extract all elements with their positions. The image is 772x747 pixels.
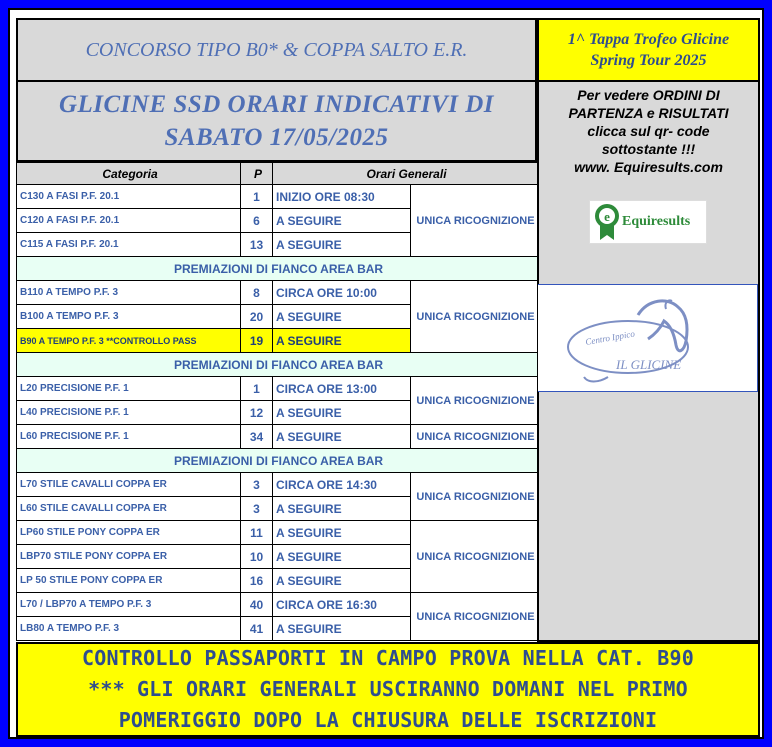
row-categoria: LP60 STILE PONY COPPA ER bbox=[17, 521, 241, 545]
row-orario: CIRCA ORE 14:30 bbox=[273, 473, 411, 497]
info-line: clicca sul qr- code bbox=[587, 123, 710, 139]
premiazioni-label: PREMIAZIONI DI FIANCO AREA BAR bbox=[17, 449, 538, 473]
row-orario: A SEGUIRE bbox=[273, 497, 411, 521]
premiazioni-label: PREMIAZIONI DI FIANCO AREA BAR bbox=[17, 257, 538, 281]
row-partenti: 34 bbox=[241, 425, 273, 449]
schedule-sheet bbox=[8, 8, 764, 739]
row-partenti: 40 bbox=[241, 593, 273, 617]
col-header-categoria: Categoria bbox=[17, 163, 241, 185]
row-orario: A SEGUIRE bbox=[273, 329, 411, 353]
row-orario: CIRCA ORE 13:00 bbox=[273, 377, 411, 401]
svg-text:e: e bbox=[604, 209, 610, 224]
info-line: sottostante !!! bbox=[601, 141, 696, 157]
footer-line1: CONTROLLO PASSAPORTI IN CAMPO PROVA NELLA CAT. B90 bbox=[81, 646, 695, 670]
premiazioni-label: PREMIAZIONI DI FIANCO AREA BAR bbox=[17, 353, 538, 377]
footer-line2: *** GLI ORARI GENERALI USCIRANNO DOMANI NEL PRIMO bbox=[88, 677, 688, 701]
row-orario: A SEGUIRE bbox=[273, 617, 411, 641]
logo-big-text: IL GLICINE bbox=[616, 357, 682, 372]
row-orario: A SEGUIRE bbox=[273, 425, 411, 449]
col-header-p: P bbox=[241, 163, 273, 185]
table-row bbox=[17, 593, 538, 617]
row-categoria: L40 PRECISIONE P.F. 1 bbox=[17, 401, 241, 425]
info-line: Per vedere ORDINI DI bbox=[577, 87, 720, 103]
schedule-heading-line1: GLICINE SSD ORARI INDICATIVI DI bbox=[58, 91, 495, 118]
table-row bbox=[17, 377, 538, 401]
row-partenti: 8 bbox=[241, 281, 273, 305]
row-categoria: L20 PRECISIONE P.F. 1 bbox=[17, 377, 241, 401]
row-orario: A SEGUIRE bbox=[273, 401, 411, 425]
row-partenti: 10 bbox=[241, 545, 273, 569]
row-categoria: L60 PRECISIONE P.F. 1 bbox=[17, 425, 241, 449]
table-row bbox=[17, 425, 538, 449]
premiazioni-row bbox=[17, 449, 538, 473]
equiresults-logo[interactable] bbox=[589, 200, 707, 244]
row-categoria: LP 50 STILE PONY COPPA ER bbox=[17, 569, 241, 593]
unica-ricognizione: UNICA RICOGNIZIONE bbox=[411, 425, 538, 449]
row-partenti: 19 bbox=[241, 329, 273, 353]
unica-ricognizione: UNICA RICOGNIZIONE bbox=[411, 473, 538, 521]
row-orario: A SEGUIRE bbox=[273, 305, 411, 329]
table-row bbox=[17, 185, 538, 209]
horse-head-icon bbox=[538, 285, 759, 393]
row-partenti: 3 bbox=[241, 473, 273, 497]
schedule-table bbox=[16, 162, 538, 641]
row-partenti: 6 bbox=[241, 209, 273, 233]
unica-ricognizione: UNICA RICOGNIZIONE bbox=[411, 593, 538, 641]
premiazioni-row bbox=[17, 353, 538, 377]
schedule-heading-line2: SABATO 17/05/2025 bbox=[164, 124, 389, 151]
row-categoria: L60 STILE CAVALLI COPPA ER bbox=[17, 497, 241, 521]
row-partenti: 11 bbox=[241, 521, 273, 545]
row-categoria: LBP70 STILE PONY COPPA ER bbox=[17, 545, 241, 569]
row-orario: A SEGUIRE bbox=[273, 545, 411, 569]
unica-ricognizione: UNICA RICOGNIZIONE bbox=[411, 185, 538, 257]
results-info-text bbox=[539, 86, 758, 176]
row-categoria: L70 STILE CAVALLI COPPA ER bbox=[17, 473, 241, 497]
table-row bbox=[17, 521, 538, 545]
row-categoria: C120 A FASI P.F. 20.1 bbox=[17, 209, 241, 233]
trophy-line2: Spring Tour 2025 bbox=[590, 52, 707, 69]
row-categoria: L70 / LBP70 A TEMPO P.F. 3 bbox=[17, 593, 241, 617]
row-categoria: LB80 A TEMPO P.F. 3 bbox=[17, 617, 241, 641]
schedule-heading bbox=[16, 82, 537, 162]
row-partenti: 16 bbox=[241, 569, 273, 593]
table-header-row bbox=[17, 163, 538, 185]
row-partenti: 12 bbox=[241, 401, 273, 425]
row-orario: A SEGUIRE bbox=[273, 521, 411, 545]
row-partenti: 1 bbox=[241, 377, 273, 401]
logo-small-text: Centro Ippico bbox=[584, 328, 636, 347]
table-row bbox=[17, 281, 538, 305]
unica-ricognizione: UNICA RICOGNIZIONE bbox=[411, 377, 538, 425]
row-partenti: 1 bbox=[241, 185, 273, 209]
row-partenti: 20 bbox=[241, 305, 273, 329]
trophy-box bbox=[537, 18, 760, 82]
table-row bbox=[17, 473, 538, 497]
row-partenti: 13 bbox=[241, 233, 273, 257]
row-orario: A SEGUIRE bbox=[273, 569, 411, 593]
row-partenti: 41 bbox=[241, 617, 273, 641]
equiresults-logo-text: Equiresults bbox=[622, 214, 691, 229]
equiresults-badge-icon bbox=[594, 203, 620, 241]
competition-title: CONCORSO TIPO B0* & COPPA SALTO E.R. bbox=[16, 18, 537, 82]
row-categoria: C115 A FASI P.F. 20.1 bbox=[17, 233, 241, 257]
row-partenti: 3 bbox=[241, 497, 273, 521]
col-header-orari: Orari Generali bbox=[273, 163, 538, 185]
row-orario: CIRCA ORE 10:00 bbox=[273, 281, 411, 305]
footer-line3: POMERIGGIO DOPO LA CHIUSURA DELLE ISCRIZIONI bbox=[118, 708, 658, 732]
unica-ricognizione: UNICA RICOGNIZIONE bbox=[411, 281, 538, 353]
results-info-panel bbox=[537, 82, 760, 642]
row-categoria: B100 A TEMPO P.F. 3 bbox=[17, 305, 241, 329]
row-categoria: B110 A TEMPO P.F. 3 bbox=[17, 281, 241, 305]
row-orario: A SEGUIRE bbox=[273, 209, 411, 233]
row-categoria: B90 A TEMPO P.F. 3 **CONTROLLO PASS bbox=[17, 329, 241, 353]
results-website-link[interactable]: www. Equiresults.com bbox=[574, 159, 723, 175]
info-line: PARTENZA e RISULTATI bbox=[568, 105, 729, 121]
trophy-line1: 1^ Tappa Trofeo Glicine bbox=[567, 31, 730, 48]
row-orario: A SEGUIRE bbox=[273, 233, 411, 257]
footer-notice bbox=[16, 642, 760, 737]
row-orario: CIRCA ORE 16:30 bbox=[273, 593, 411, 617]
unica-ricognizione: UNICA RICOGNIZIONE bbox=[411, 521, 538, 593]
premiazioni-row bbox=[17, 257, 538, 281]
row-orario: INIZIO ORE 08:30 bbox=[273, 185, 411, 209]
il-glicine-logo bbox=[537, 284, 758, 392]
row-categoria: C130 A FASI P.F. 20.1 bbox=[17, 185, 241, 209]
